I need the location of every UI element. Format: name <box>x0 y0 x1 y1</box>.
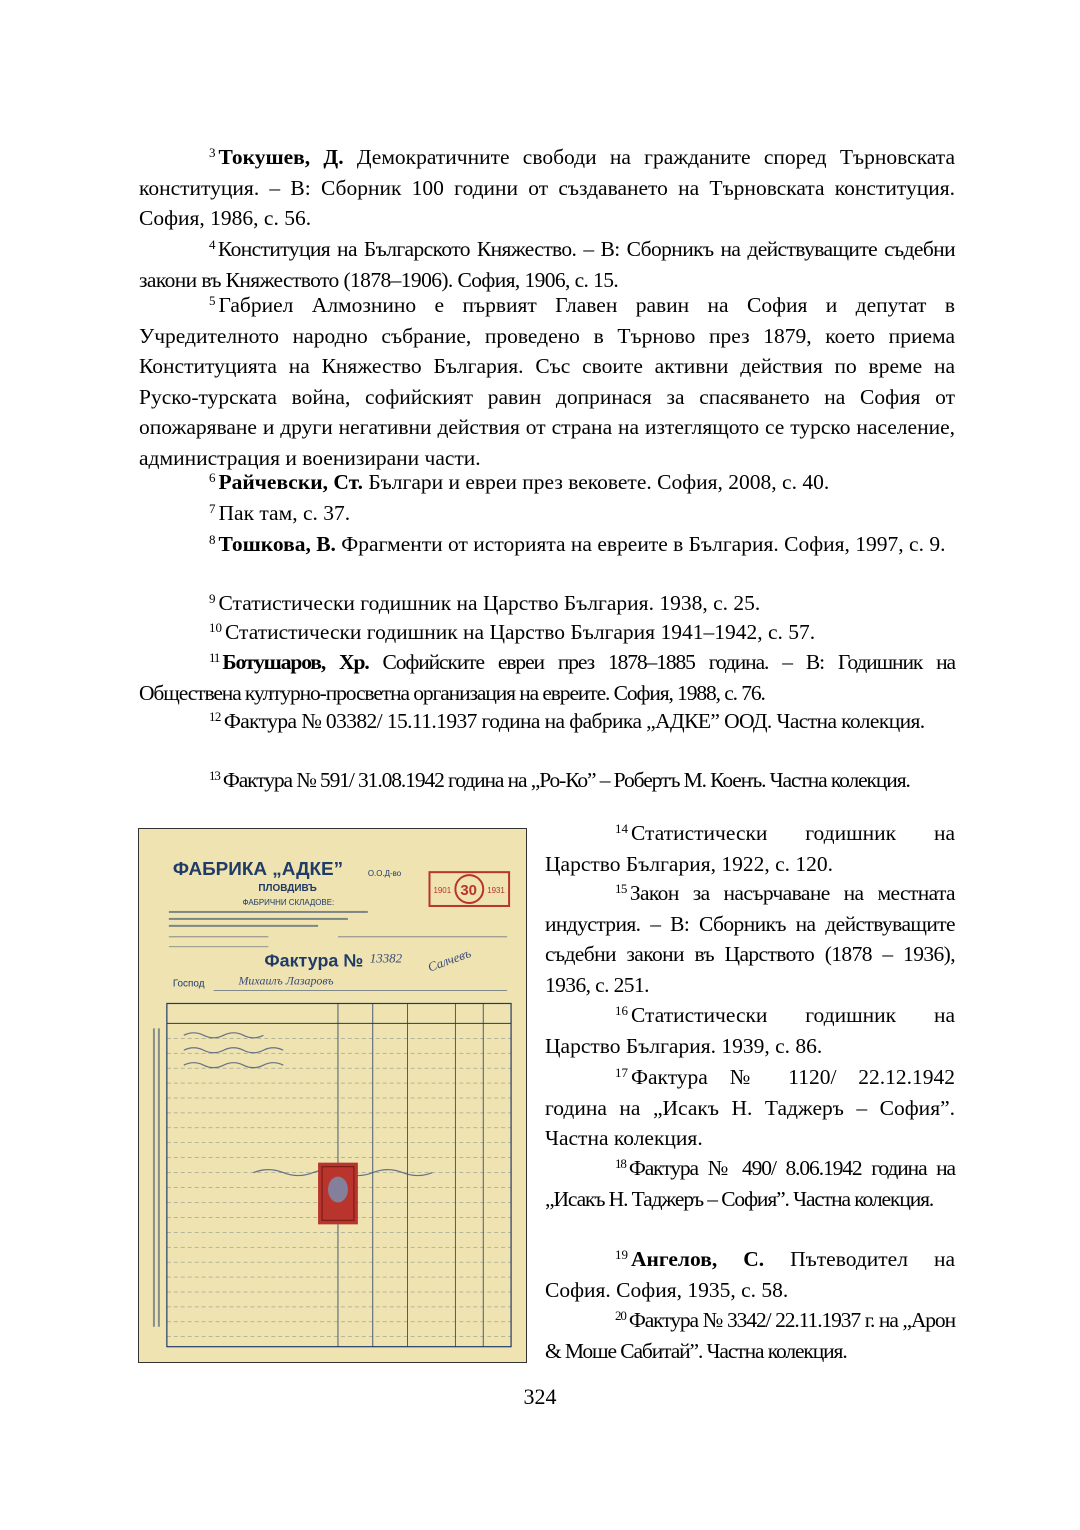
invoice-company: ФАБРИКА „АДКЕ” <box>172 859 344 881</box>
footnote-16: $^{16}$ Статистически годишник на Царство България. 1939, с. 86. <box>545 1003 955 1058</box>
invoice-recipient-label: Господ <box>172 978 205 990</box>
footnote-9: $^9$ Статистически годишник на Царство България. 1938, с. 25. <box>209 591 761 615</box>
footnote-11: $^{11}$ Ботушаров, Хр. Софийските евреи през 1878–1885 година. – В: Годишник на Обществена културно-просветна организация на евреите. София, 1988, с. 76. <box>139 650 955 705</box>
footnote-3: $^3$ Токушев, Д. Демократичните свободи на гражданите според Търновската конституция. – В: Сборник 100 години от създаването на Търновската конституция. София, 1986, с. 56. <box>139 145 955 230</box>
footnote-19: $^{19}$ Ангелов, С. Пътеводител на София. София, 1935, с. 58. <box>545 1247 955 1302</box>
invoice-recipient: Михаилъ Лазаровъ <box>238 973 334 988</box>
footnote-18: $^{18}$ Фактура № 490/ 8.06.1942 година на „Исакъ Н. Таджеръ – София”. Частна колекция. <box>545 1156 955 1211</box>
invoice-image <box>138 828 527 1363</box>
svg-text:30: 30 <box>460 882 477 900</box>
revenue-stamp <box>318 1163 358 1225</box>
footnote-5: $^5$ Габриел Алмознино е първият Главен равин на София и депутат в Учредителното народно събрание, проведено в Търново през 1879, което приема Конституцията на Княжество България. Със своите активни действия по време на Руско-турската война, софийският равин допринася за спасяването на София от опожаряване и други негативни действия от страна на изтеглящото се турско население, администрация и военизирани части. <box>139 293 955 470</box>
invoice-city: ПЛОВДИВЪ <box>258 883 317 895</box>
footnote-7: $^7$ Пак там, с. 37. <box>209 501 351 525</box>
invoice-subtitle: ФАБРИЧНИ СКЛАДОВЕ: <box>242 897 335 907</box>
footnote-8: $^8$ Тошкова, В. Фрагменти от историята на евреите в България. София, 1997, с. 9. <box>209 532 946 556</box>
svg-text:1931: 1931 <box>487 886 505 896</box>
footnote-15: $^{15}$ Закон за насърчаване на местната индустрия. – В: Сборникъ на действуващите съдебни закони въ Царството (1878 – 1936), 1936, с. 251. <box>545 881 955 997</box>
page-number: 324 <box>523 1384 557 1409</box>
svg-text:1901: 1901 <box>433 886 452 896</box>
footnote-4: $^4$ Конституция на Българското Княжество. – В: Сборникъ на действуващите съдебни закони въ Княжеството (1878–1906). София, 1906, с. 15. <box>139 237 955 292</box>
footnote-20: $^{20}$ Фактура № 3342/ 22.11.1937 г. на „Арон & Моше Сабитай”. Частна колекция. <box>545 1308 955 1363</box>
invoice-title: Фактура № <box>264 950 364 971</box>
footnote-10: $^{10}$ Статистически годишник на Царство България 1941–1942, с. 57. <box>209 620 816 644</box>
footnote-17: $^{17}$ Фактура № 1120/ 22.12.1942 година на „Исакъ Н. Таджеръ – София”. Частна колекция. <box>545 1065 955 1150</box>
footnote-12: $^{12}$ Фактура № 03382/ 15.11.1937 година на фабрика „АДКЕ” ООД. Частна колекция. <box>209 709 925 733</box>
footnote-14: $^{14}$ Статистически годишник на Царство България, 1922, с. 120. <box>545 821 955 876</box>
footnote-13: $^{13}$ Фактура № 591/ 31.08.1942 година на „Ро-Ко” – Робертъ М. Коенъ. Частна колекция. <box>209 768 910 792</box>
invoice-signature: Салчевъ <box>425 945 473 975</box>
invoice-number: 13382 <box>369 950 403 966</box>
invoice-company-suffix: О.О.Д-во <box>367 869 402 879</box>
invoice-drawing <box>139 829 526 1362</box>
footnote-6: $^6$ Райчевски, Ст. Българи и евреи през вековете. София, 2008, с. 40. <box>209 470 830 494</box>
